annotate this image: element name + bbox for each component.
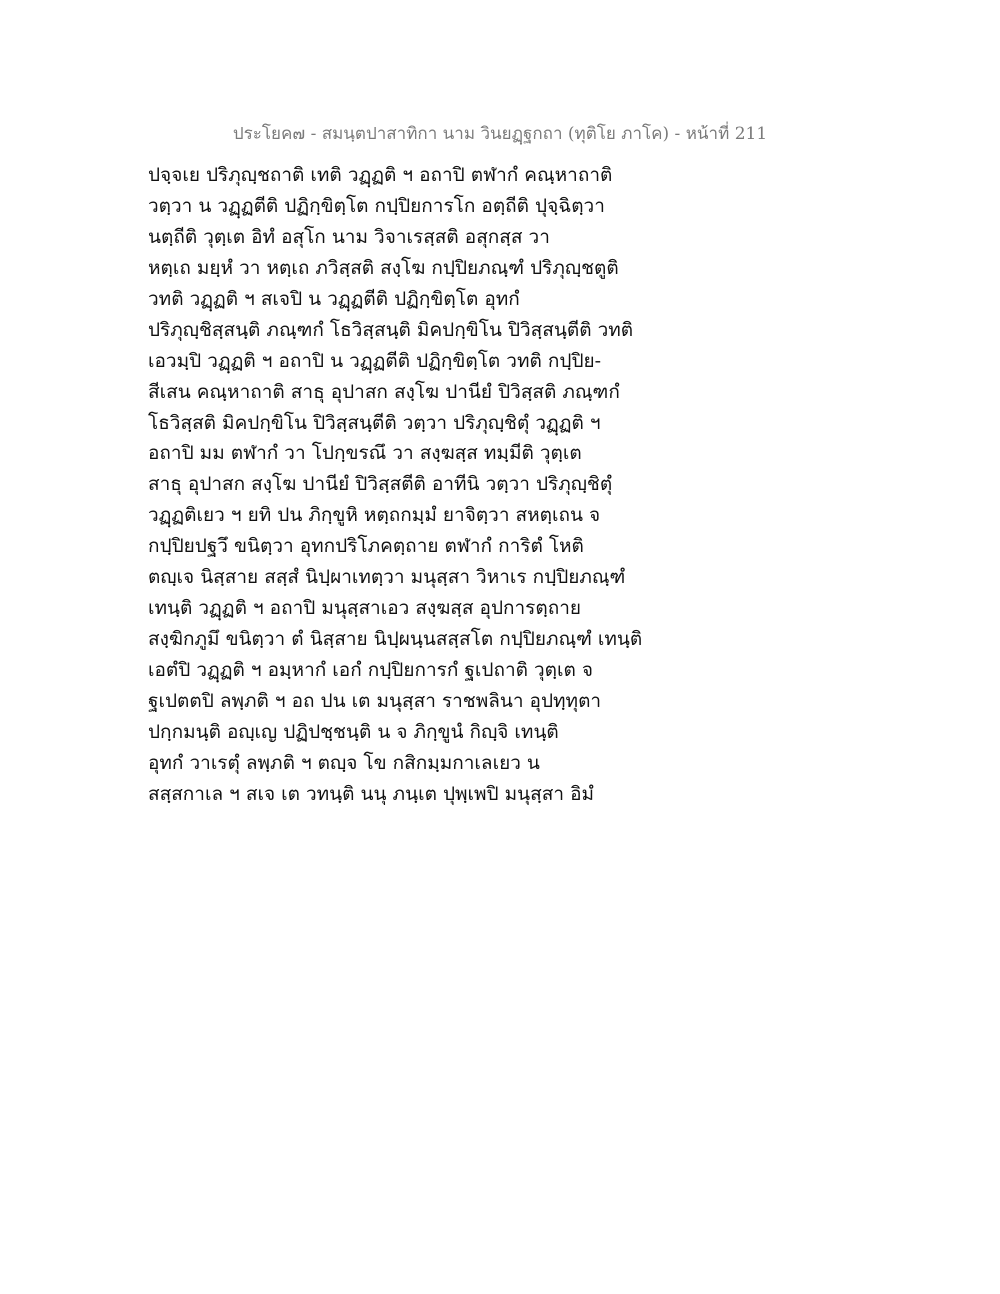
text-line: สงฺฆิกภูมึ ขนิตฺวา ตํ นิสฺสาย นิปฺผนฺนสสฺสโต กปฺปิยภณฺฑํ เทนฺติ [148,628,643,651]
text-line: สสฺสกาเล ฯ สเจ เต วทนฺติ นนุ ภนฺเต ปุพฺเพปิ มนุสฺสา อิมํ [148,782,594,805]
text-line: อุทกํ วาเรตุํ ลพฺภติ ฯ ตญฺจ โข กสิกมฺมกาเลเยว น [148,751,540,774]
text-line: เอตํปิ วฏฺฏติ ฯ อมฺหากํ เอกํ กปฺปิยการกํ ฐเปถาติ วุตฺเต จ [148,659,594,681]
text-line: โธวิสฺสติ มิคปกฺขิโน ปิวิสฺสนฺตีติ วตฺวา ปริภุญฺชิตุํ วฏฺฏติ ฯ [148,411,601,434]
text-line: นตฺถีติ วุตฺเต อิทํ อสุโก นาม วิจาเรสฺสติ อสุกสฺส วา [148,225,550,248]
text-line: กปฺปิยปฐวึ ขนิตฺวา อุทกปริโภคตฺถาย ตฬากํ การิตํ โหติ [148,535,584,558]
text-line: ปกฺกมนฺติ อญฺเญ ปฏิปชฺชนฺติ น จ ภิกฺขูนํ กิญฺจิ เทนฺติ [148,720,559,743]
text-line: ฐเปตตปิ ลพฺภติ ฯ อถ ปน เต มนุสฺสา ราชพลินา อุปทฺทุตา [148,689,602,712]
text-line: สีเสน คณฺหาถาติ สาธุ อุปาสก สงฺโฆ ปานียํ ปิวิสฺสติ ภณฺฑกํ [148,380,620,403]
text-line: อถาปิ มม ตฬากํ วา โปกฺขรณึ วา สงฺฆสฺส ทมฺมีติ วุตฺเต [148,442,582,465]
text-line: วตฺวา น วฏฺฏตีติ ปฏิกฺขิตฺโต กปฺปิยการโก อตฺถีติ ปุจฺฉิตฺวา [148,194,605,217]
text-line: ปจฺจเย ปริภุญฺชถาติ เทติ วฏฺฏติ ฯ อถาปิ ตฬากํ คณฺหาถาติ [148,164,613,186]
text-line: วทติ วฏฺฏติ ฯ สเจปิ น วฏฺฏตีติ ปฏิกฺขิตฺโต อุทกํ [148,287,520,310]
text-line: เอวมฺปิ วฏฺฏติ ฯ อถาปิ น วฏฺฏตีติ ปฏิกฺขิตฺโต วทติ กปฺปิย- [148,349,602,372]
running-header: ประโยค๗ - สมนฺตปาสาทิกา นาม วินยฏฺฐกถา (ทุติโย ภาโค) - หน้าที่ 211 [232,124,768,144]
text-line: ปริภุญฺชิสฺสนฺติ ภณฺฑกํ โธวิสฺสนฺติ มิคปกฺขิโน ปิวิสฺสนฺตีติ วทติ [148,318,634,341]
text-line: เทนฺติ วฏฺฏติ ฯ อถาปิ มนุสฺสาเอว สงฺฆสฺส อุปการตฺถาย [148,597,582,620]
text-line: สาธุ อุปาสก สงฺโฆ ปานียํ ปิวิสฺสตีติ อาทีนิ วตฺวา ปริภุญฺชิตุํ [148,473,613,496]
text-line: วฏฺฏติเยว ฯ ยทิ ปน ภิกฺขูหิ หตฺถกมฺมํ ยาจิตฺวา สหตฺเถน จ [148,504,601,527]
text-line: หตฺเถ มยฺหํ วา หตฺเถ ภวิสฺสติ สงฺโฆ กปฺปิยภณฺฑํ ปริภุญฺชตูติ [148,256,619,279]
body-text [148,160,708,810]
text-line: ตญฺเจ นิสฺสาย สสฺสํ นิปฺผาเทตฺวา มนุสฺสา วิหาเร กปฺปิยภณฺฑํ [148,566,626,589]
